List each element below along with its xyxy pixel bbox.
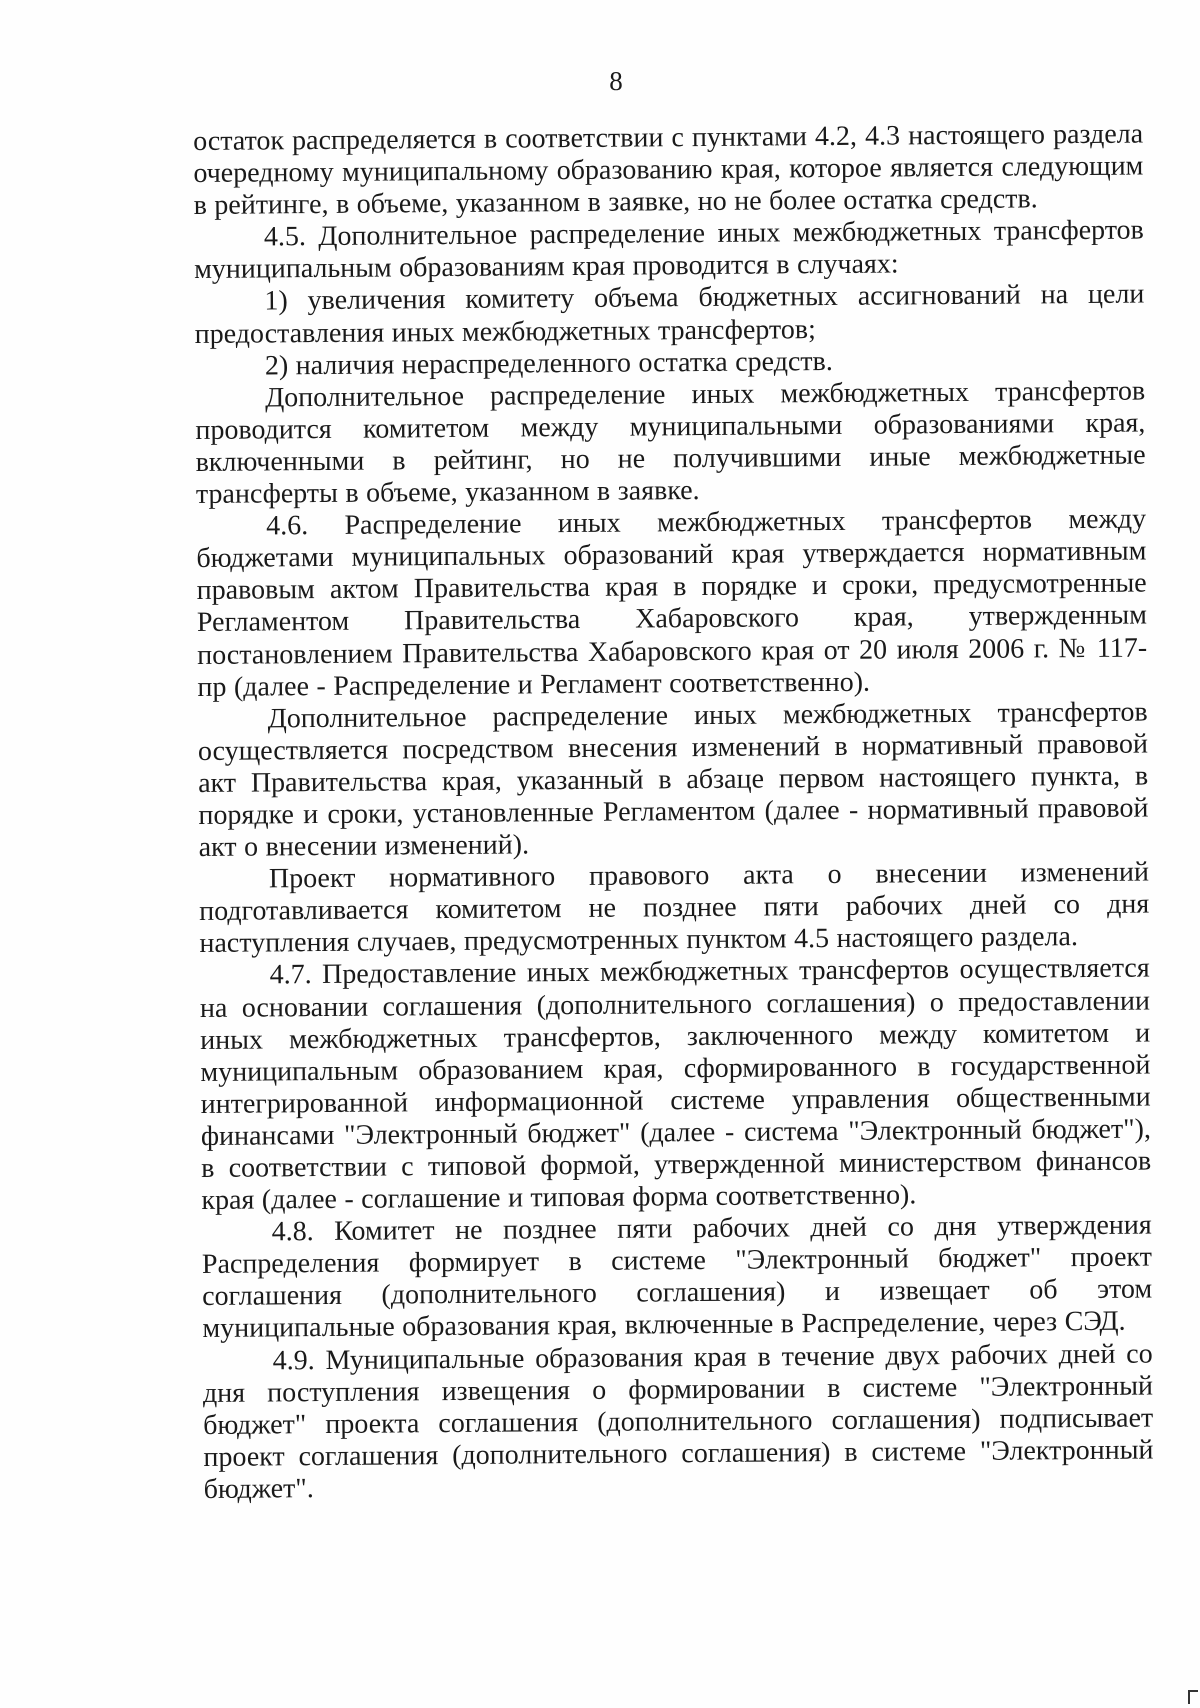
paragraph-4-5: 4.5. Дополнительное распределение иных межбюджетных трансфертов муниципальным образованиям края проводится в случаях:: [194, 214, 1144, 286]
paragraph-4-8: 4.8. Комитет не позднее пяти рабочих дней со дня утверждения Распределения формирует в системе "Электронный бюджет" проект соглашения (дополнительного соглашения) и извещает об этом муниципальные образования края, включенные в Распределение, через СЭД.: [201, 1209, 1153, 1345]
paragraph-4-5-item-2: 2) наличия нераспределенного остатка средств.: [264, 345, 833, 382]
paragraph-4-9: 4.9. Муниципальные образования края в течение двух рабочих дней со дня поступления извещения о формировании в системе "Электронный бюджет" проекта соглашения (дополнительного соглашения) подписывает проект соглашения (дополнительного соглашения) в системе "Электронный бюджет".: [202, 1338, 1154, 1505]
scan-edge-mark: [1188, 1690, 1198, 1704]
paragraph-additional-distribution: Дополнительное распределение иных межбюджетных трансфертов проводится комитетом между муниципальными образованиями края, включенными в рейтинг, но не получившими иные межбюджетные трансферты в объеме, указанном в заявке.: [195, 375, 1146, 511]
paragraph-4-6: 4.6. Распределение иных межбюджетных трансфертов между бюджетами муниципальных образований края утверждается нормативным правовым актом Правительства края в порядке и сроки, предусмотренные Регламентом Правительства Хабаровского края, утвержденным постановлением Правительства Хабаровского края от 20 июля 2006 г. № 117-пр (далее - Распределение и Регламент соответственно).: [196, 503, 1148, 703]
paragraph-4-6-amendments: Дополнительное распределение иных межбюджетных трансфертов осуществляется посредством внесения изменений в нормативный правовой акт Правительства края, указанный в абзаце первом настоящего пункта, в порядке и сроки, установленные Регламентом (далее - нормативный правовой акт о внесении изменений).: [197, 696, 1149, 864]
paragraph-4-6-draft: Проект нормативного правового акта о внесении изменений подготавливается комитетом не позднее пяти рабочих дней со дня наступления случаев, предусмотренных пунктом 4.5 настоящего раздела.: [199, 856, 1150, 960]
paragraph-4-5-item-1: 1) увеличения комитету объема бюджетных ассигнований на цели предоставления иных межбюджетных трансфертов;: [194, 279, 1145, 350]
page-number: 8: [609, 66, 623, 96]
paragraph-4-7: 4.7. Предоставление иных межбюджетных трансфертов осуществляется на основании соглашения (дополнительного соглашения) о предоставлении иных межбюджетных трансфертов, заключенного между комитетом и муниципальным образованием края, сформированного в государственной интегрированной информационной системе управления общественными финансами "Электронный бюджет" (далее - система "Электронный бюджет"), в соответствии с типовой формой, утвержденной министерством финансов края (далее - соглашение и типовая форма соответственно).: [199, 952, 1152, 1217]
paragraph-remainder-distribution: остаток распределяется в соответствии с пунктами 4.2, 4.3 настоящего раздела очередному муниципальному образованию края, которое является следующим в рейтинге, в объеме, указанном в заявке, но не более остатка средств.: [193, 118, 1144, 222]
document-body: [193, 119, 1154, 1506]
